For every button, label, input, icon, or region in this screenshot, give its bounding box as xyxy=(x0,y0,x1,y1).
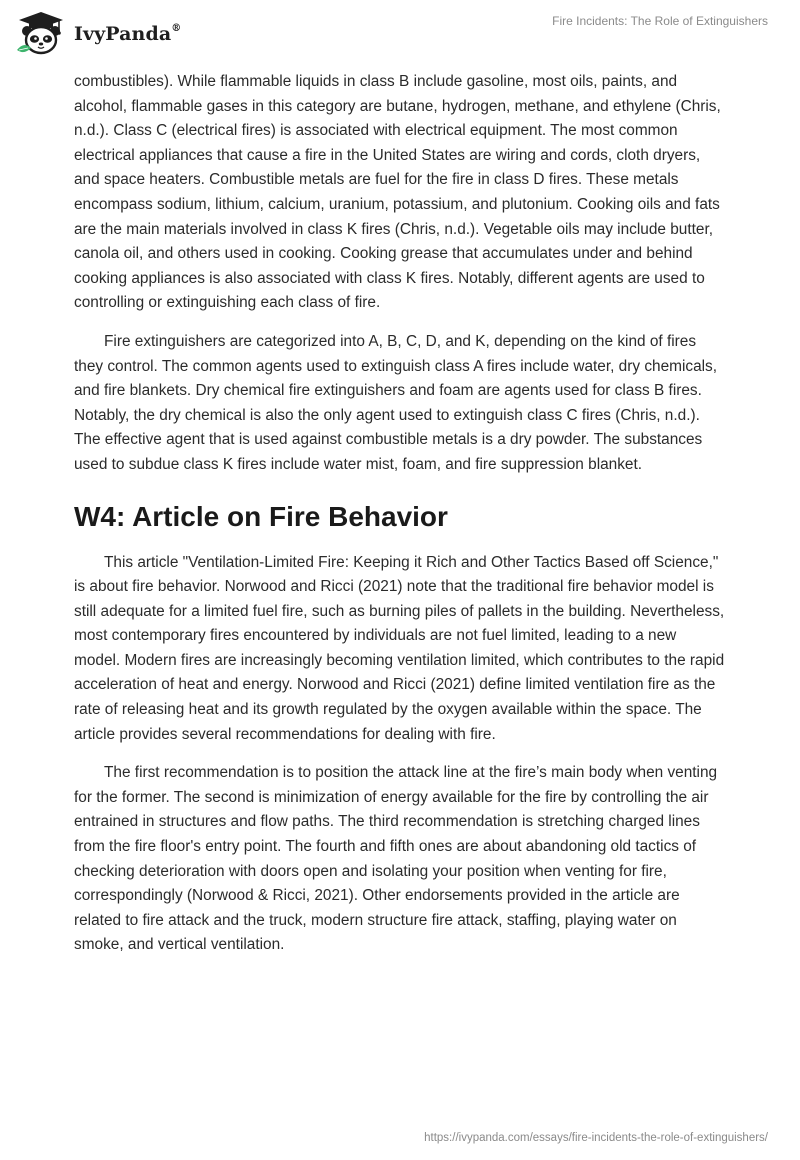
essay-content xyxy=(74,70,726,972)
paragraph-2: Fire extinguishers are categorized into A, B, C, D, and K, depending on the kind of fires they control. The common agents used to extinguish class A fires include water, dry chemicals, and fire blankets. Dry chemical fire extinguishers and foam are agents used for class B fires. Notably, the dry chemical is also the only agent used to extinguish class C fires (Chris, n.d.). The effective agent that is used against combustible metals is a dry powder. The substances used to subdue class K fires include water mist, foam, and fire suppression blanket. xyxy=(74,332,718,473)
panda-graduate-icon xyxy=(14,10,68,58)
page-header xyxy=(0,0,800,70)
paragraph-4: The first recommendation is to position the attack line at the fire’s main body when venting for the former. The second is minimization of energy available for the fire by controlling the air entrained in structures and flow paths. The third recommendation is stretching charged lines from the fire floor's entry point. The fourth and fifth ones are about abandoning old tactics of checking deterioration with doors open and isolating your position when venting for fire, correspondingly (Norwood & Ricci, 2021). Other endorsements provided in the article are related to fire attack and the truck, modern structure fire attack, staffing, playing water on smoke, and vertical ventilation. xyxy=(74,764,718,954)
document-title: Fire Incidents: The Role of Extinguishers xyxy=(552,14,768,28)
logo[interactable] xyxy=(14,10,181,58)
paragraph-3: This article "Ventilation-Limited Fire: Keeping it Rich and Other Tactics Based off Science," is about fire behavior. Norwood and Ricci (2021) note that the traditional fire behavior model is still adequate for a limited fuel fire, such as burning piles of pallets in the building. Nevertheless, most contemporary fires encountered by individuals are not fuel limited, leading to a new model. Modern fires are increasingly becoming ventilation limited, which contributes to the rapid acceleration of heat and energy. Norwood and Ricci (2021) define limited ventilation fire as the rate of releasing heat and its growth regulated by the oxygen available within the space. The article provides several recommendations for dealing with fire. xyxy=(74,553,725,743)
section-heading: W4: Article on Fire Behavior xyxy=(74,500,448,532)
brand-name: IvyPanda® xyxy=(74,22,182,45)
paragraph-1: combustibles). While flammable liquids in class B include gasoline, most oils, paints, and alcohol, flammable gases in this category are butane, hydrogen, methane, and ethylene (Chris, n.d.). Class C (electrical fires) is associated with electrical equipment. The most common electrical appliances that cause a fire in the United States are wiring and cords, cloth dryers, and space heaters. Combustible metals are fuel for the fire in class D fires. These metals encompass sodium, lithium, calcium, uranium, potassium, and plutonium. Cooking oils and fats are the main materials involved in class K fires (Chris, n.d.). Vegetable oils may include butter, canola oil, and others used in cooking. Cooking grease that accumulates under and behind cooking appliances is also associated with class K fires. Notably, different agents are used to controlling or extinguishing each class of fire. xyxy=(74,73,721,312)
source-url[interactable]: https://ivypanda.com/essays/fire-incidents-the-role-of-extinguishers/ xyxy=(424,1132,768,1144)
